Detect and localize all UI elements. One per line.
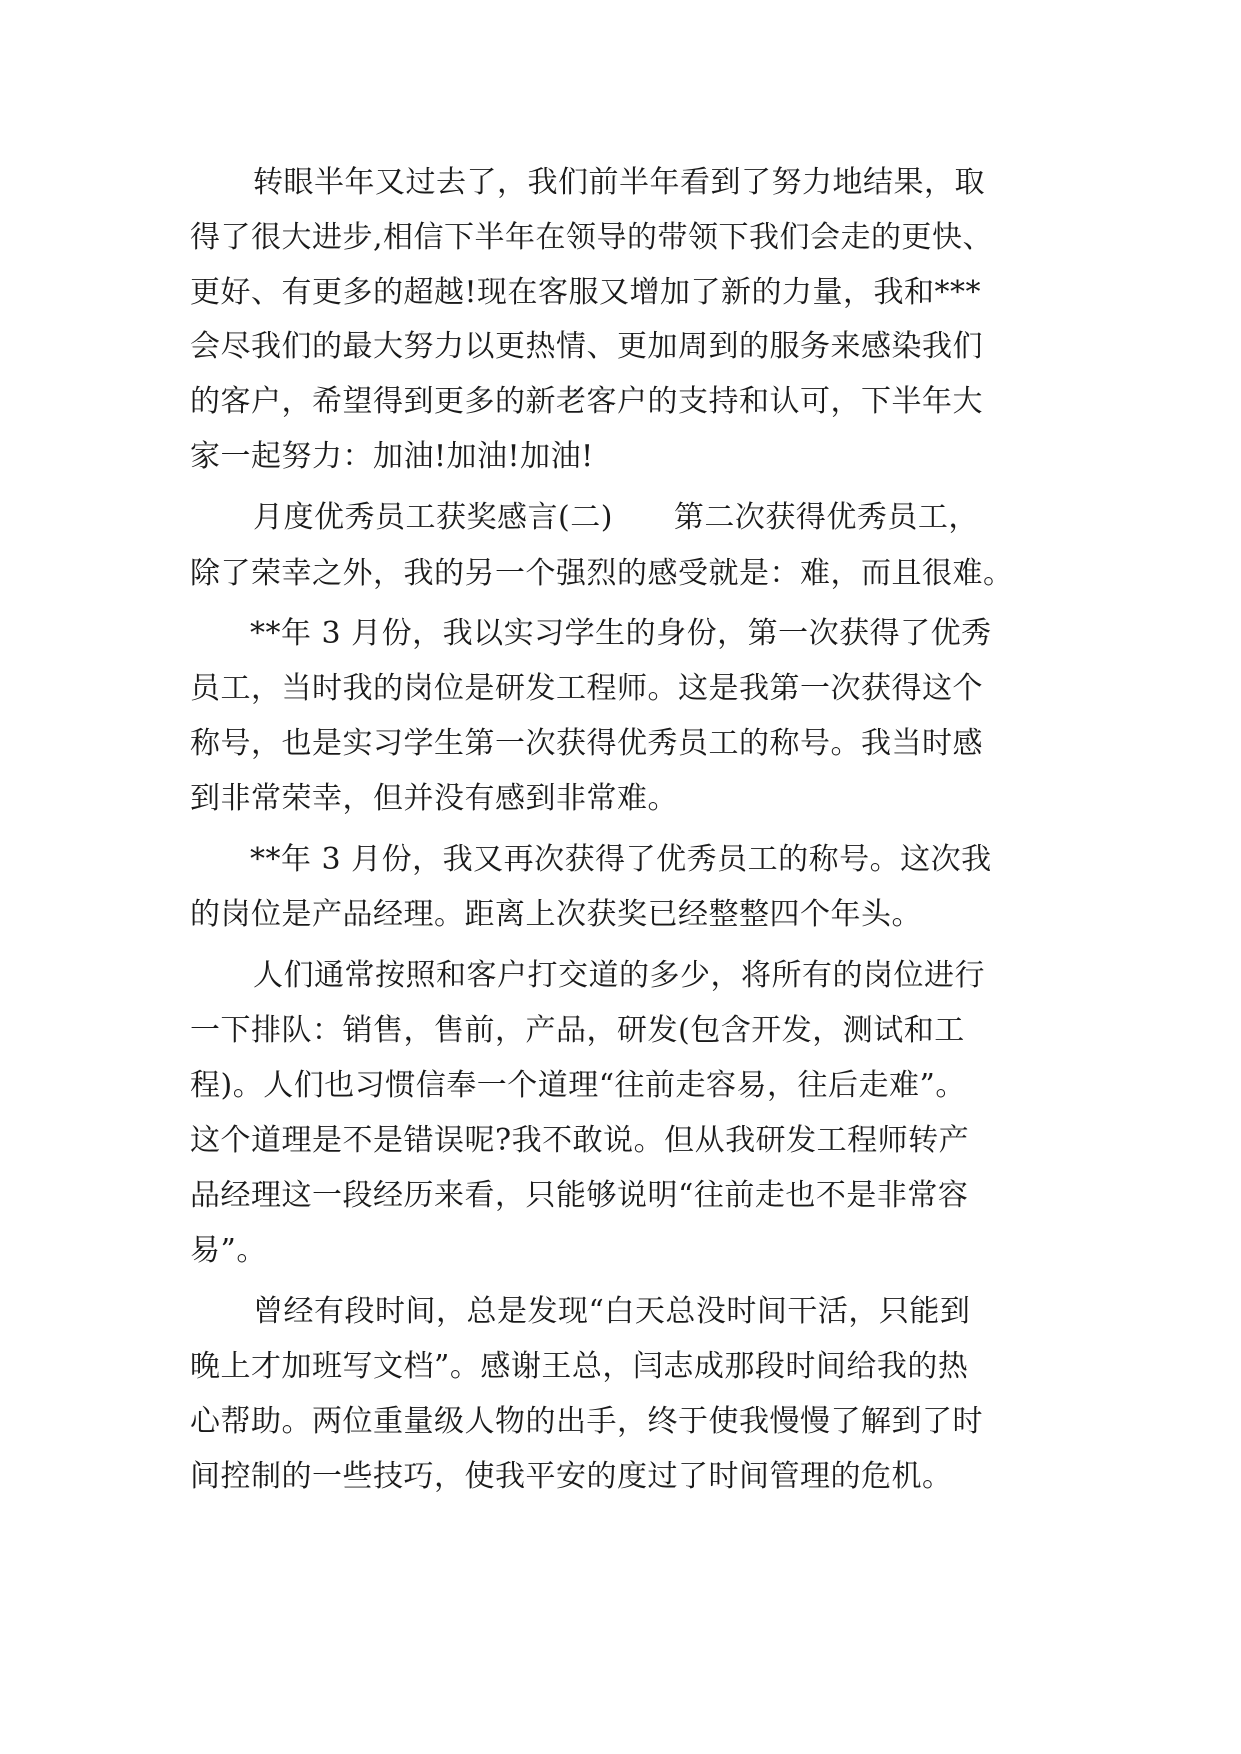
text-line: 到非常荣幸，但并没有感到非常难。 <box>190 781 678 816</box>
text-line: 会尽我们的最大努力以更热情、更加周到的服务来感染我们 <box>190 329 983 364</box>
text-line: 更好、有更多的超越!现在客服又增加了新的力量，我和*** <box>190 275 982 310</box>
text-line: 心帮助。两位重量级人物的出手，终于使我慢慢了解到了时 <box>190 1404 983 1439</box>
text-line: 的客户，希望得到更多的新老客户的支持和认可，下半年大 <box>190 384 983 419</box>
text-line: 晚上才加班写文档”。感谢王总，闫志成那段时间给我的热 <box>190 1349 969 1384</box>
text-line: 除了荣幸之外，我的另一个强烈的感受就是：难，而且很难。 <box>190 556 1014 591</box>
text-line: 月度优秀员工获奖感言(二) 第二次获得优秀员工， <box>253 500 979 535</box>
text-line: 家一起努力：加油!加油!加油! <box>190 439 594 474</box>
text-line: 转眼半年又过去了，我们前半年看到了努力地结果，取 <box>253 165 985 200</box>
text-line: 间控制的一些技巧，使我平安的度过了时间管理的危机。 <box>190 1459 953 1494</box>
text-line: **年 3 月份，我又再次获得了优秀员工的称号。这次我 <box>250 842 992 877</box>
text-line: 一下排队：销售，售前，产品，研发(包含开发，测试和工 <box>190 1013 965 1048</box>
text-line: 程)。人们也习惯信奉一个道理“往前走容易，往后走难”。 <box>190 1068 966 1103</box>
text-line: 品经理这一段经历来看，只能够说明“往前走也不是非常容 <box>190 1178 969 1213</box>
text-line: 员工，当时我的岗位是研发工程师。这是我第一次获得这个 <box>190 671 983 706</box>
text-line: 称号，也是实习学生第一次获得优秀员工的称号。我当时感 <box>190 726 983 761</box>
text-line: 曾经有段时间，总是发现“白天总没时间干活，只能到 <box>253 1294 971 1329</box>
text-line: 这个道理是不是错误呢?我不敢说。但从我研发工程师转产 <box>190 1123 970 1158</box>
text-line: 易”。 <box>190 1233 267 1268</box>
text-line: **年 3 月份，我以实习学生的身份，第一次获得了优秀 <box>250 616 992 651</box>
text-line: 人们通常按照和客户打交道的多少，将所有的岗位进行 <box>253 958 985 993</box>
text-line: 的岗位是产品经理。距离上次获奖已经整整四个年头。 <box>190 897 922 932</box>
text-line: 得了很大进步,相信下半年在领导的带领下我们会走的更快、 <box>190 220 994 255</box>
